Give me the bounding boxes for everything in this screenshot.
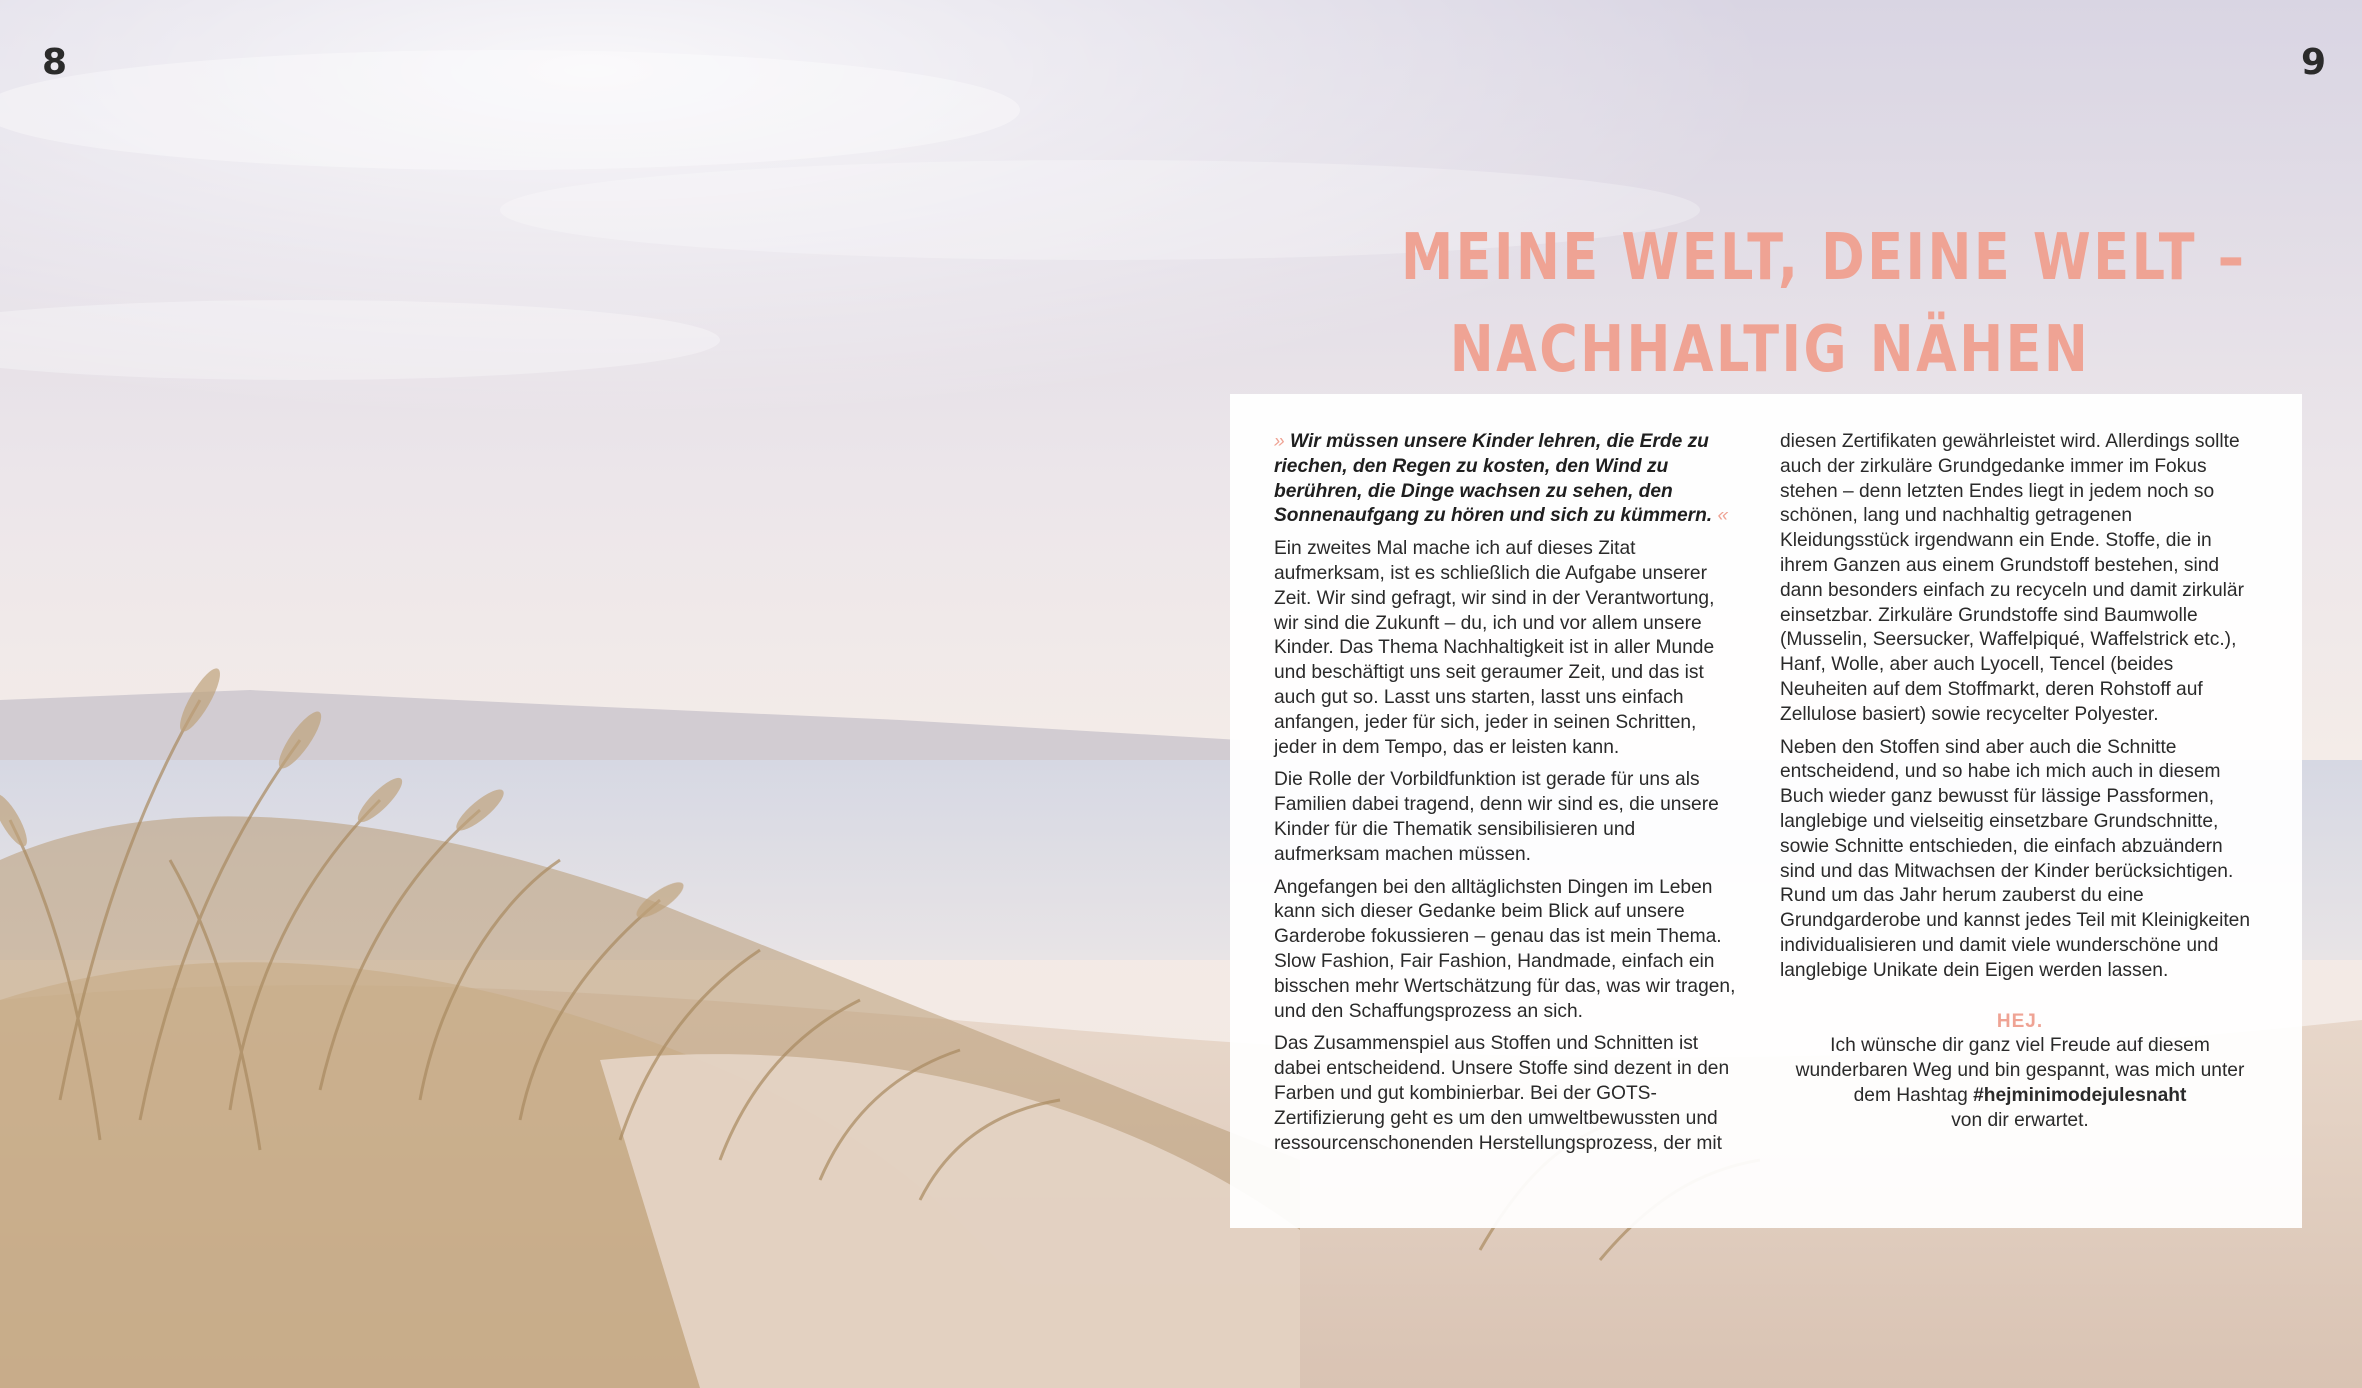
page-number-left: 8: [42, 42, 68, 83]
quote-open-mark: »: [1274, 431, 1285, 452]
text-panel: [1230, 394, 2302, 1228]
headline-line-2: NACHHALTIG NÄHEN: [1449, 313, 2091, 387]
paragraph: Das Zusammenspiel aus Stoffen und Schnitten ist dabei entscheidend. Unsere Stoffe sind dezent in den Farben und gut kombinierbar. Bei der GOTS-Zertifizierung geht es um den umweltbewussten und ressourcenschonenden Herstellungsprozess, der mit: [1274, 1033, 1730, 1154]
text-column-left: [1274, 430, 1744, 1164]
hashtag: #hejminimodejulesnaht: [1973, 1084, 2187, 1106]
quote-close-mark: «: [1717, 505, 1729, 527]
paragraph: Ein zweites Mal mache ich auf dieses Zitat aufmerksam, ist es schließlich die Aufgabe unserer Zeit. Wir sind gefragt, wir sind in der Verantwortung, wir sind die Zukunft – du, ich und vor allem unsere Kinder. Das Thema Nachhaltigkeit ist in aller Munde und beschäftigt uns seit geraumer Zeit, und das ist auch gut so. Lasst uns starten, lasst uns einfach anfangen, jeder für sich, jeder in seinen Schritten, jeder in dem Tempo, das er leisten kann.: [1274, 538, 1715, 758]
paragraph: Die Rolle der Vorbildfunktion ist gerade für uns als Familien dabei tragend, denn wir sind es, die unsere Kinder für die Thematik sensibilisieren und aufmerksam machen müssen.: [1274, 769, 1719, 865]
closing-message: [1780, 1034, 2260, 1133]
page-number-right: 9: [2300, 42, 2326, 83]
headline-line-1: MEINE WELT, DEINE WELT –: [1401, 221, 2247, 295]
paragraph: Neben den Stoffen sind aber auch die Schnitte entscheidend, und so habe ich mich auch in diesem Buch wieder ganz bewusst für lässige Passformen, langlebige und vielseitig einsetzbare Grundschnitte, sowie Schnitte entschieden, die einfach abzuändern sind und das Mitwachsen der Kinder berücksichtigen. Rund um das Jahr herum zauberst du eine Grundgarderobe und kannst jedes Teil mit Kleinigkeiten individualisieren und damit viele wunderschöne und langlebige Unikate dein Eigen werden lassen.: [1780, 736, 2251, 981]
greeting-heading: HEJ.: [1996, 1010, 2044, 1032]
page-headline: [1401, 212, 2247, 396]
paragraph: diesen Zertifikaten gewährleistet wird. Allerdings sollte auch der zirkuläre Grundgedanke immer im Fokus stehen – denn letzten Endes liegt in jedem noch so schönen, lang und nachhaltig getragenen Kleidungsstück irgendwann ein Ende. Stoffe, die in ihrem Ganzen aus einem Grundstoff bestehen, sind dann besonders einfach zu recyceln und damit zirkulär einsetzbar. Zirkuläre Grundstoffe sind Baumwolle (Musselin, Seersucker, Waffelpiqué, Waffelstrick etc.), Hanf, Wolle, aber auch Lyocell, Tencel (beides Neuheiten auf dem Stoffmarkt, deren Rohstoff auf Zellulose basiert) sowie recycelter Polyester.: [1780, 431, 2244, 725]
text-column-right: [1780, 430, 2260, 1142]
closing-text-before: Ich wünsche dir ganz viel Freude auf diesem wunderbaren Weg und bin gespannt, was mich unter dem Hashtag: [1795, 1035, 2245, 1106]
closing-text-after: von dir erwartet.: [1951, 1109, 2089, 1131]
paragraph: Angefangen bei den alltäglichsten Dingen im Leben kann sich dieser Gedanke beim Blick auf unsere Garderobe fokussieren – genau das ist mein Thema. Slow Fashion, Fair Fashion, Handmade, einfach ein bisschen mehr Wertschätzung für das, was wir tragen, und den Schaffungsprozess an sich.: [1274, 876, 1736, 1022]
intro-quote: [1274, 430, 1744, 529]
quote-text: Wir müssen unsere Kinder lehren, die Erde zu riechen, den Regen zu kosten, den Wind zu berühren, die Dinge wachsen zu sehen, den Sonnenaufgang zu hören und sich zu kümmern.: [1274, 431, 1713, 527]
